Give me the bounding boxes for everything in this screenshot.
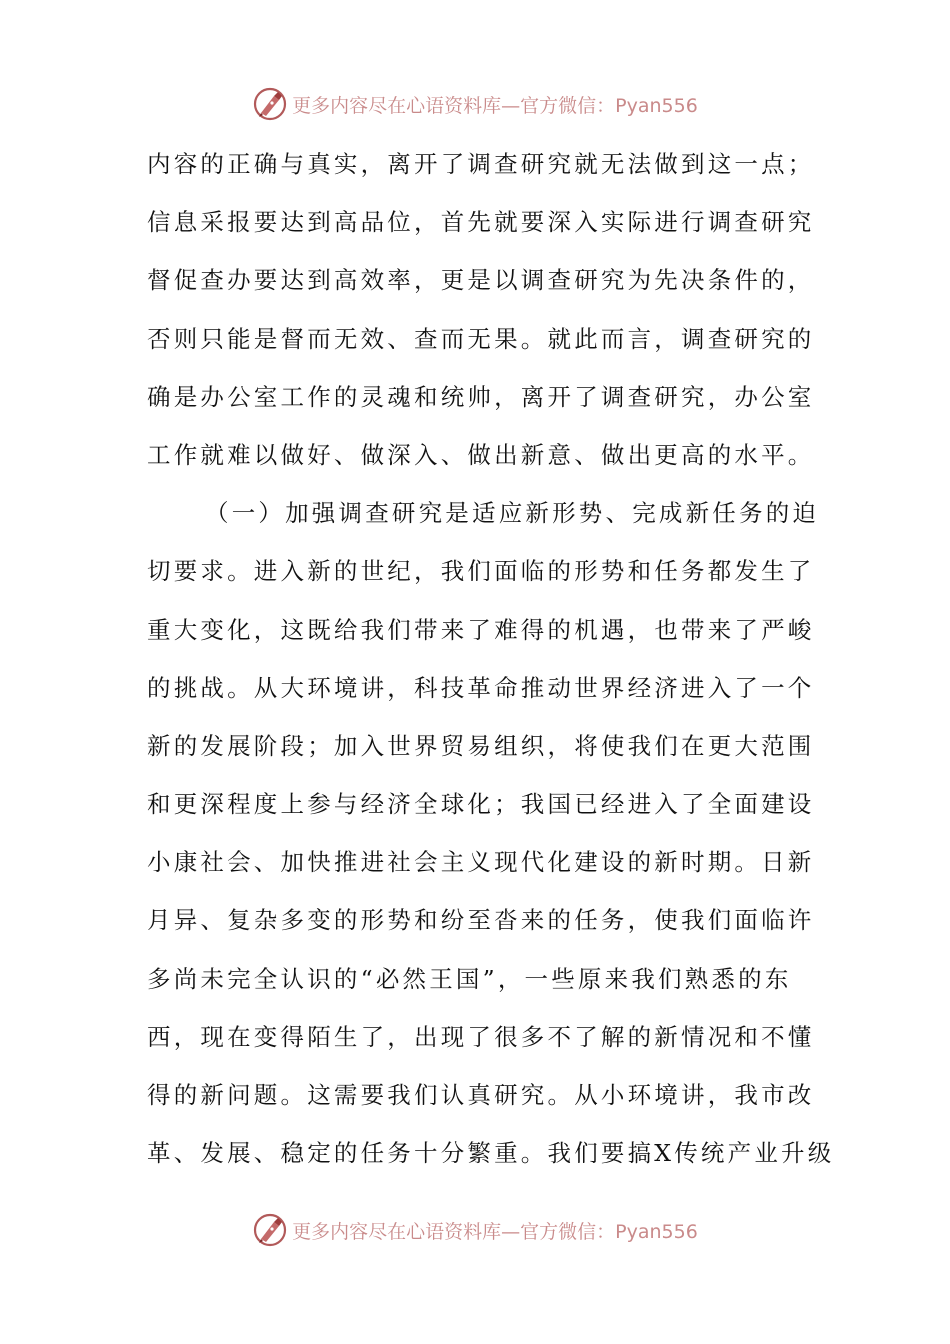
text-line: 督促查办要达到高效率，更是以调查研究为先决条件的， [147, 266, 815, 295]
footer-watermark-text: 更多内容尽在心语资料库—官方微信：Pyan556 [292, 1220, 698, 1243]
text-line: 多尚未完全认识的“必然王国”，一些原来我们熟悉的东 [147, 964, 792, 993]
text-line: 信息采报要达到高品位，首先就要深入实际进行调查研究 [147, 208, 815, 237]
text-line: 月异、复杂多变的形势和纷至沓来的任务，使我们面临许 [147, 906, 815, 935]
text-line: 切要求。进入新的世纪，我们面临的形势和任务都发生了 [147, 557, 815, 586]
text-line: 内容的正确与真实，离开了调查研究就无法做到这一点； [147, 150, 815, 178]
document-body [147, 135, 835, 1182]
pen-nib-logo-icon [252, 1212, 288, 1248]
text-line: 重大变化，这既给我们带来了难得的机遇，也带来了严峻 [147, 615, 815, 644]
text-line: 革、发展、稳定的任务十分繁重。我们要搞X传统产业升级 [147, 1139, 835, 1168]
text-line: 得的新问题。这需要我们认真研究。从小环境讲，我市改 [147, 1081, 815, 1109]
text-line: 和更深程度上参与经济全球化；我国已经进入了全面建设 [147, 790, 815, 819]
text-line: 确是办公室工作的灵魂和统帅，离开了调查研究，办公室 [147, 382, 815, 411]
pen-nib-logo-icon [252, 86, 288, 122]
paragraph-start-line: （一）加强调查研究是适应新形势、完成新任务的迫 [205, 499, 820, 528]
text-line: 西，现在变得陌生了，出现了很多不了解的新情况和不懂 [147, 1022, 815, 1051]
footer-watermark-banner [0, 1208, 950, 1252]
text-line: 否则只能是督而无效、查而无果。就此而言，调查研究的 [147, 324, 815, 353]
header-watermark-text: 更多内容尽在心语资料库—官方微信：Pyan556 [292, 94, 698, 117]
text-line: 小康社会、加快推进社会主义现代化建设的新时期。日新 [147, 848, 815, 877]
text-line: 新的发展阶段；加入世界贸易组织，将使我们在更大范围 [147, 731, 815, 760]
header-watermark-banner [0, 82, 950, 126]
text-line: 的挑战。从大环境讲，科技革命推动世界经济进入了一个 [147, 673, 815, 702]
text-line: 工作就难以做好、做深入、做出新意、做出更高的水平。 [147, 440, 815, 469]
